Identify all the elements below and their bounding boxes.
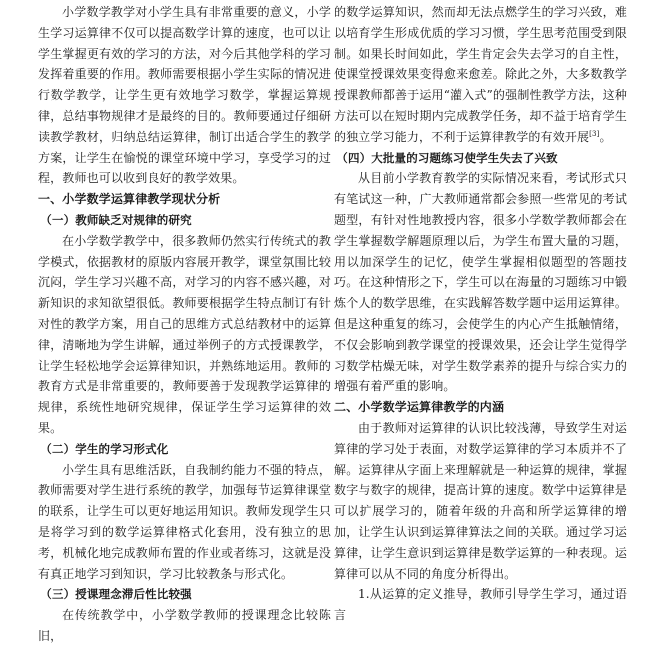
continued-paragraph-end: 。 — [599, 129, 612, 144]
citation-marker: [3] — [589, 129, 600, 138]
subsection-heading-1: （一）教师缺乏对规律的研究 — [40, 212, 192, 227]
subsection-2-body: 小学生具有思维活跃，自我制约能力不强的特点，教师需要对学生进行系统的教学，加强每节运算律课堂的联系，让学生可以更好地运用知识。教师发现学生只是将学习到的数学运算律格式化套用，没有独立的思考，机械化地完成教师布置的作业或者练习，这就是没有真正地学习到知识，学习比较教条与形式化。 — [38, 462, 331, 581]
list-item-1: 1.从运算的定义推导，教师引导学生学习，通过语言 — [334, 587, 627, 623]
subsection-heading-3: （三）授课理念滞后性比较强 — [40, 587, 192, 602]
subsection-heading-2: （二）学生的学习形式化 — [40, 441, 169, 456]
intro-paragraph: 小学数学教学对小学生具有非常重要的意义，小学生学习运算律不仅可以提高数学计算的速度，也可以让学生掌握更有效的学习的方法，对今后其他学科的学习发挥着重要的作用。教师需要根据小学生实际的情况进行数学教学，让学生更有效地学习数学，掌握运算规律，总结事物规律才是最终的目的。教师要通过仔细研读教学教材，归纳总结运算律，制订出适合学生的教学方案，让学生在愉悦的课堂环境中学习，享受学习的过程，教师也可以收到良好的教学效果。 — [38, 5, 331, 186]
left-column — [38, 2, 331, 647]
subsection-4-body: 从目前小学教育教学的实际情况来看，考试形式只有笔试这一种，广大教师通常都会参照一些常见的考试题型，有针对性地教授内容，很多小学数学教师都会在学生掌握数学解题原理以后，为学生布置大量的习题，用以加深学生的记忆，使学生掌握相似题型的答题技巧。在这种情形之下，学生可以在海量的习题练习中锻炼个人的数学思维，在实践解答数学题中运用运算律。但是这种重复的练习，会使学生的内心产生抵触情绪，不仅会影响到教学课堂的授课效果，还会让学生觉得学习数学枯燥无味，对学生数学素养的提升与综合实力的增强有着严重的影响。 — [334, 171, 627, 394]
subsection-1-body: 在小学数学教学中，很多教师仍然实行传统式的教学模式，依据教材的原版内容展开教学，课堂氛围比较沉闷，学生学习兴趣不高，对学习的内容不感兴趣，对新知识的求知欲望很低。教师要根据学生特点制订有针对性的教学方案，用自己的思维方式总结教材中的运算律，清晰地为学生讲解，通过举例子的方式授课教学，让学生轻松地学会运算律知识，并熟练地运用。教师的教育方式是非常重要的，教师要善于发现教学运算律的规律，系统性地研究规律，保证学生学习运算律的效果。 — [38, 233, 331, 435]
section-heading-2: 二、小学数学运算律教学的内涵 — [334, 400, 505, 415]
subsection-3-body: 在传统教学中，小学数学教师的授课理念比较陈旧， — [38, 608, 331, 643]
section-2-body: 由于教师对运算律的认识比较浅薄，导致学生对运算律的学习处于表面，对数学运算律的学习本质并不了解。运算律从字面上来理解就是一种运算的规律，掌握数字与数字的规律，提高计算的速度。数学中运算律是可以扩展学习的，随着年级的升高和所学运算律的增加，让学生认识到运算律算法之间的关联。通过学习运算律，让学生意识到运算律是数学运算的一种表现。运算律可以从不同的角度分析得出。 — [334, 420, 627, 581]
continued-paragraph-text: 的数学运算知识，然而却无法点燃学生的学习兴致，难以培育学生形成优质的学习习惯，学生思考范围受到限制。如果长时间如此，学生肯定会失去学习的自主性，使课堂授课效果变得愈来愈差。除此之外，大多数教学授课教师都善于运用“灌入式”的强制性教学方法，这种方法可以在短时期内完成教学任务，却不益于培育学生的独立学习能力，不利于运算律教学的有效开展 — [334, 5, 627, 144]
subsection-heading-4: （四）大批量的习题练习使学生失去了兴致 — [336, 150, 558, 165]
right-column — [334, 2, 627, 626]
continued-paragraph — [334, 2, 627, 148]
section-heading-1: 一、小学数学运算律教学现状分析 — [38, 192, 221, 207]
